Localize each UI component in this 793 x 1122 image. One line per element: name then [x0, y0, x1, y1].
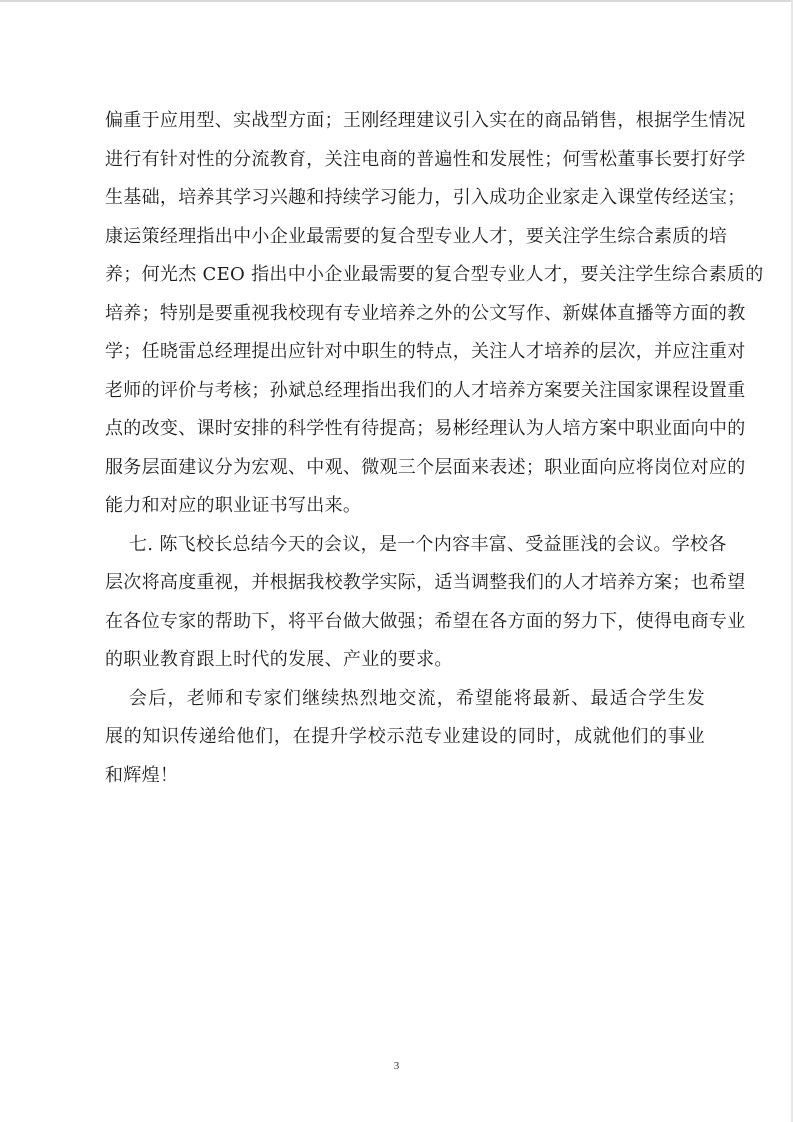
text-line: 和辉煌！ [105, 764, 179, 786]
text-line: 服务层面建议分为宏观、中观、微观三个层面来表述；职业面向应将岗位对应的 [105, 456, 746, 478]
text-line: 七. 陈飞校长总结今天的会议，是一个内容丰富、受益匪浅的会议。学校各 [129, 533, 727, 555]
text-line: 生基础，培养其学习兴趣和持续学习能力，引入成功企业家走入课堂传经送宝； [105, 187, 746, 208]
page-number: 3 [393, 1060, 400, 1072]
text-line: 在各位专家的帮助下，将平台做大做强；希望在各方面的努力下，使得电商专业 [105, 610, 746, 632]
paragraph-closing [105, 680, 705, 796]
text-line: 培养；特别是要重视我校现有专业培养之外的公文写作、新媒体直播等方面的教 [105, 302, 746, 324]
text-line: 康运策经理指出中小企业最需要的复合型专业人才，要关注学生综合素质的培 [105, 225, 728, 247]
text-line: 养；何光杰 CEO 指出中小企业最需要的复合型专业人才，要关注学生综合素质的 [105, 264, 764, 285]
text-line: 展的知识传递给他们，在提升学校示范专业建设的同时，成就他们的事业 [105, 726, 705, 747]
scan-edge-top [0, 0, 793, 2]
text-line: 老师的评价与考核；孙斌总经理指出我们的人才培养方案要关注国家课程设置重 [105, 379, 746, 401]
text-line: 的职业教育跟上时代的发展、产业的要求。 [105, 649, 453, 670]
paragraph-principal-summary [105, 526, 746, 680]
text-line: 偏重于应用型、实战型方面；王刚经理建议引入实在的商品销售，根据学生情况 [105, 110, 746, 131]
text-line: 会后，老师和专家们继续热烈地交流，希望能将最新、最适合学生发 [129, 687, 705, 709]
text-line: 点的改变、课时安排的科学性有待提高；易彬经理认为人培方案中职业面向中的 [105, 418, 746, 439]
text-line: 进行有针对性的分流教育，关注电商的普遍性和发展性；何雪松董事长要打好学 [105, 148, 746, 170]
paragraph-experts-opinions [105, 102, 764, 526]
document-body [105, 102, 764, 795]
text-line: 学；任晓雷总经理提出应针对中职生的特点，关注人才培养的层次，并应注重对 [105, 341, 746, 362]
text-line: 层次将高度重视，并根据我校教学实际，适当调整我们的人才培养方案；也希望 [105, 572, 746, 593]
text-line: 能力和对应的职业证书写出来。 [105, 495, 362, 516]
